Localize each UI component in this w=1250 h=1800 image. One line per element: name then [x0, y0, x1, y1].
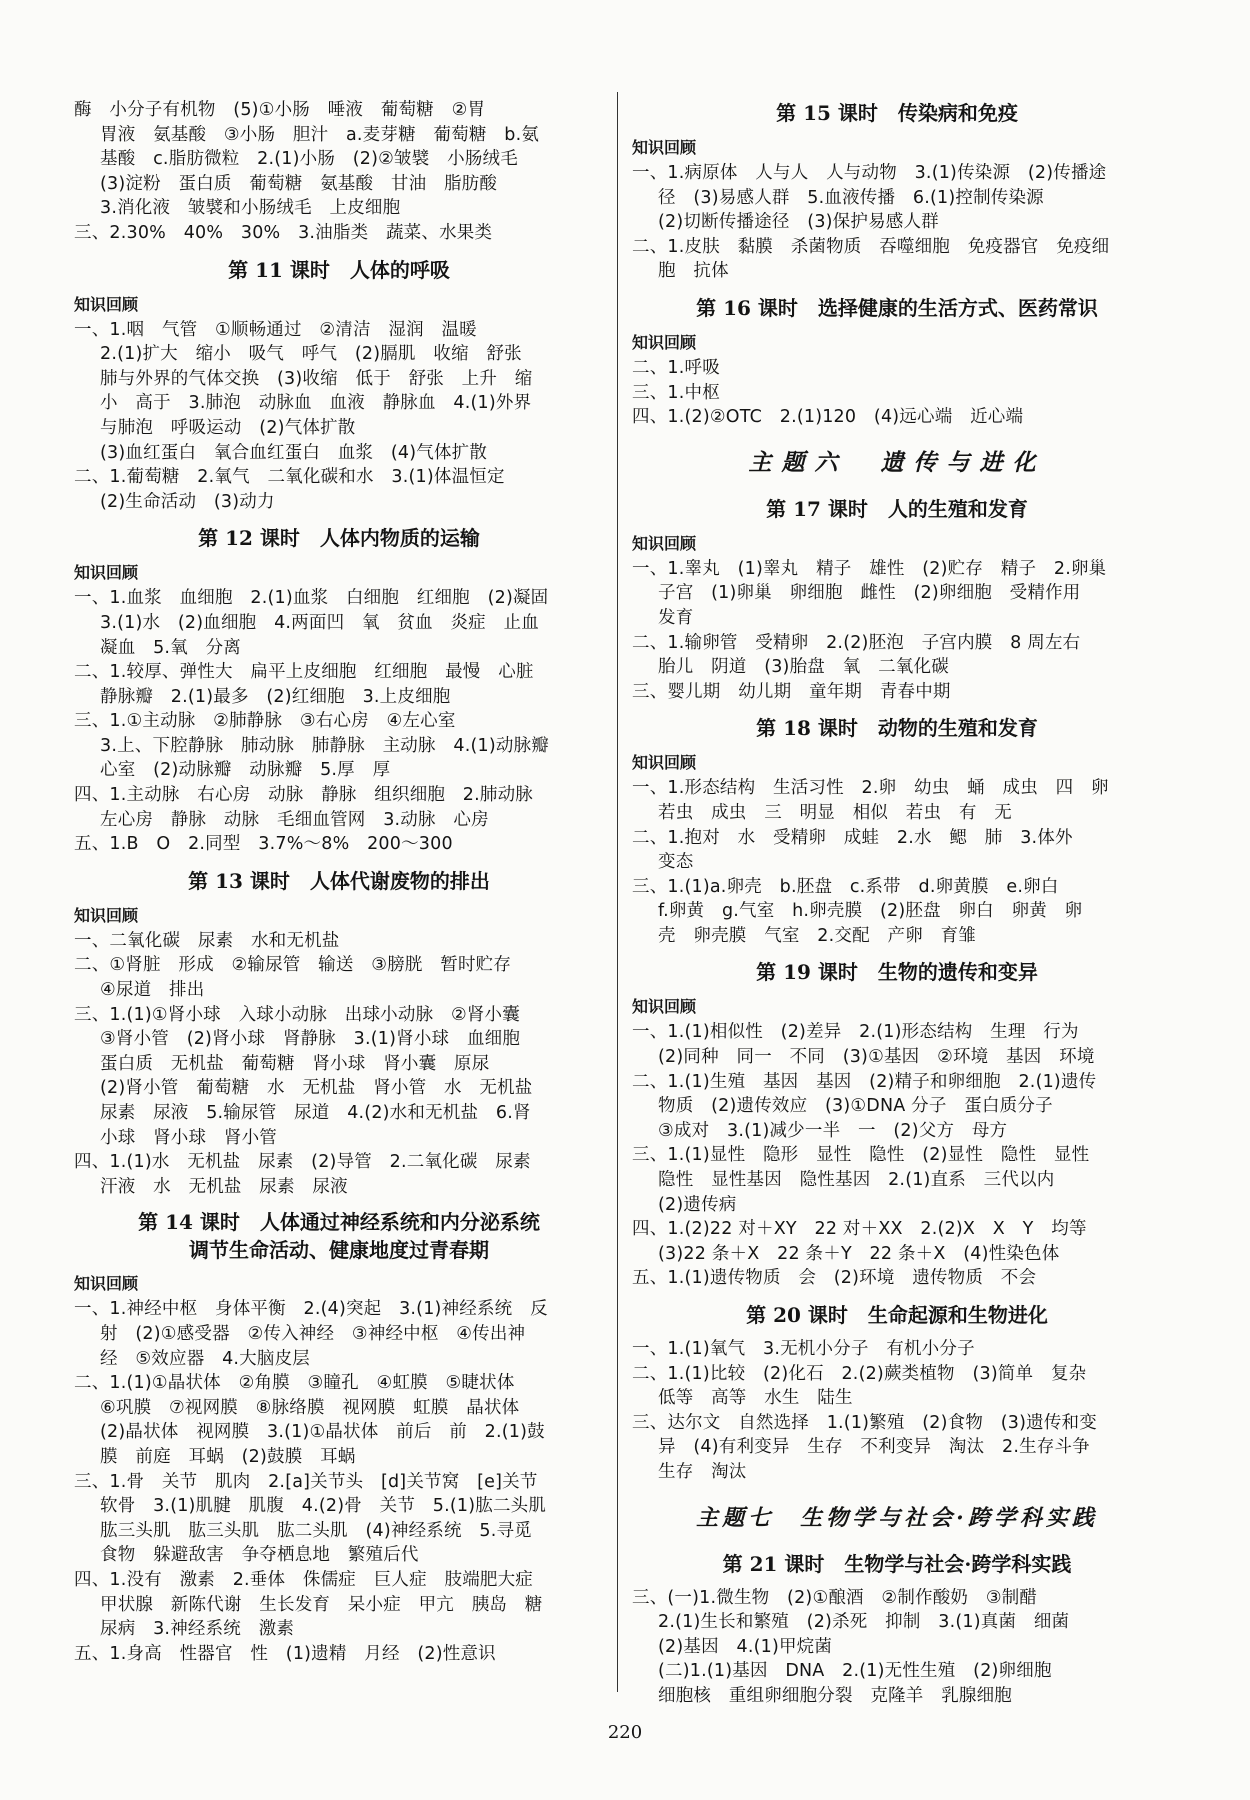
- answer-line: 低等 高等 水生 陆生: [658, 1388, 853, 1409]
- section-label: 知识回顾: [632, 138, 697, 157]
- lesson-14-answers: [74, 1297, 604, 1666]
- section-label: 知识回顾: [632, 533, 697, 553]
- answer-line: 一、1.形态结构 生活习性 2.卵 幼虫 蛹 成虫 四 卵: [632, 778, 1109, 799]
- answer-line: 一、1.咽 气管 ①顺畅通过 ②清洁 湿润 温暖: [74, 319, 477, 340]
- answer-line: 物质 (2)遗传效应 (3)①DNA 分子 蛋白质分子: [658, 1096, 1053, 1117]
- answer-line: 四、1.没有 激素 2.垂体 侏儒症 巨人症 肢端肥大症: [74, 1569, 533, 1590]
- answer-line: ⑥巩膜 ⑦视网膜 ⑧脉络膜 视网膜 虹膜 晶状体: [100, 1397, 520, 1418]
- answer-line: 射 (2)①感受器 ②传入神经 ③神经中枢 ④传出神: [100, 1323, 526, 1344]
- answer-line: 细胞核 重组卵细胞分裂 克隆羊 乳腺细胞: [658, 1685, 1012, 1706]
- answer-line: 三、2.30% 40% 30% 3.油脂类 蔬菜、水果类: [74, 222, 493, 243]
- answer-line: 三、1.(1)显性 隐形 显性 隐性 (2)显性 隐性 显性: [632, 1145, 1090, 1166]
- answer-line: 异 (4)有利变异 生存 不利变异 淘汰 2.生存斗争: [658, 1437, 1090, 1458]
- answer-line: 肺与外界的气体交换 (3)收缩 低于 舒张 上升 缩: [100, 368, 533, 389]
- answer-line: 二、1.较厚、弹性大 扁平上皮细胞 红细胞 最慢 心脏: [74, 662, 534, 683]
- answer-line: 二、1.(1)比较 (2)化石 2.(2)蕨类植物 (3)简单 复杂: [632, 1363, 1087, 1384]
- answer-line: 胎儿 阴道 (3)胎盘 氧 二氧化碳: [658, 657, 949, 678]
- answer-line: 胃液 氨基酸 ③小肠 胆汁 a.麦芽糖 葡萄糖 b.氨: [100, 124, 540, 145]
- lesson-15-title: 第 15 课时 传染病和免疫: [776, 101, 1018, 125]
- section-label: 知识回顾: [74, 563, 139, 583]
- answer-line: 一、1.(1)氧气 3.无机小分子 有机小分子: [632, 1339, 975, 1359]
- answer-line: 若虫 成虫 三 明显 相似 若虫 有 无: [658, 802, 1012, 823]
- lesson-14-title-line1: 第 14 课时 人体通过神经系统和内分泌系统: [138, 1210, 540, 1235]
- answer-line: 基酸 c.脂肪微粒 2.(1)小肠 (2)②皱襞 小肠绒毛: [100, 149, 518, 170]
- answer-line: (2)肾小管 葡萄糖 水 无机盐 肾小管 水 无机盐: [100, 1078, 533, 1099]
- answer-line: 食物 躲避敌害 争夺栖息地 繁殖后代: [100, 1545, 419, 1566]
- lesson-16-answers: [632, 356, 1162, 430]
- answer-line: 五、1.B O 2.同型 3.7%～8% 200～300: [74, 834, 453, 855]
- answer-line: 发育: [658, 607, 694, 628]
- lesson-13-answers: [74, 929, 604, 1200]
- answer-line: 3.消化液 皱襞和小肠绒毛 上皮细胞: [100, 198, 401, 219]
- lesson-18-title: 第 18 课时 动物的生殖和发育: [756, 716, 1038, 741]
- answer-line: 二、①肾脏 形成 ②输尿管 输送 ③膀胱 暂时贮存: [74, 955, 512, 976]
- lesson-16-title: 第 16 课时 选择健康的生活方式、医药常识: [696, 295, 1098, 320]
- section-label: 知识回顾: [632, 753, 697, 773]
- section-label: 知识回顾: [632, 332, 697, 352]
- answer-line: 三、(一)1.微生物 (2)①酿酒 ②制作酸奶 ③制醋: [632, 1587, 1038, 1608]
- section-label: 知识回顾: [74, 294, 139, 314]
- lesson-18-answers: [632, 776, 1162, 948]
- answer-line: 径 (3)易感人群 5.血液传播 6.(1)控制传染源: [658, 187, 1044, 208]
- answer-line: 四、1.(2)②OTC 2.(1)120 (4)远心端 近心端: [632, 407, 1024, 428]
- answer-line: (2)基因 4.(1)甲烷菌: [658, 1636, 833, 1657]
- answer-line: 小球 肾小球 肾小管: [100, 1127, 277, 1148]
- theme-6-heading: 主题六 遗传与进化: [748, 448, 1046, 476]
- answer-line: (2)生命活动 (3)动力: [100, 491, 275, 512]
- answer-line: 三、1.中枢: [632, 382, 720, 403]
- answer-line: 肱三头肌 肱三头肌 肱二头肌 (4)神经系统 5.寻觅: [100, 1520, 532, 1541]
- answer-line: ④尿道 排出: [100, 980, 205, 1001]
- lesson-17-answers: [632, 557, 1162, 705]
- answer-line: 甲状腺 新陈代谢 生长发育 呆小症 甲亢 胰岛 糖: [100, 1594, 543, 1615]
- answer-line: 子宫 (1)卵巢 卵细胞 雌性 (2)卵细胞 受精作用: [658, 583, 1081, 604]
- lesson-15-answers: [632, 161, 1162, 284]
- answer-line: 一、1.血浆 血细胞 2.(1)血浆 白细胞 红细胞 (2)凝固: [74, 588, 549, 609]
- answer-line: 二、1.抱对 水 受精卵 成蛙 2.水 鳃 肺 3.体外: [632, 827, 1073, 848]
- answer-line: 一、1.神经中枢 身体平衡 2.(4)突起 3.(1)神经系统 反: [74, 1299, 548, 1320]
- answer-line: f.卵黄 g.气室 h.卵壳膜 (2)胚盘 卵白 卵黄 卵: [658, 901, 1083, 922]
- answer-line: 三、1.(1)①肾小球 入球小动脉 出球小动脉 ②肾小囊: [74, 1004, 520, 1025]
- section-label: 知识回顾: [632, 997, 697, 1017]
- answer-line: 四、1.主动脉 右心房 动脉 静脉 组织细胞 2.肺动脉: [74, 785, 533, 806]
- lesson-11-answers: [74, 318, 604, 515]
- answer-line: (2)切断传播途径 (3)保护易感人群: [658, 212, 939, 233]
- answer-line: 二、1.葡萄糖 2.氧气 二氧化碳和水 3.(1)体温恒定: [74, 467, 505, 488]
- answer-line: 隐性 显性基因 隐性基因 2.(1)直系 三代以内: [658, 1170, 1055, 1191]
- answer-line: 汗液 水 无机盐 尿素 尿液: [100, 1176, 348, 1197]
- answer-line: 五、1.(1)遗传物质 会 (2)环境 遗传物质 不会: [632, 1268, 1037, 1289]
- answer-line: (3)淀粉 蛋白质 葡萄糖 氨基酸 甘油 脂肪酸: [100, 173, 498, 194]
- answer-line: (3)血红蛋白 氧合血红蛋白 血浆 (4)气体扩散: [100, 442, 488, 463]
- answer-line: ③成对 3.(1)减少一半 一 (2)父方 母方: [658, 1120, 1008, 1141]
- left-column: [74, 98, 604, 1666]
- answer-line: 静脉瓣 2.(1)最多 (2)红细胞 3.上皮细胞: [100, 686, 451, 707]
- answer-line: 软骨 3.(1)肌腱 肌腹 4.(2)骨 关节 5.(1)肱二头肌: [100, 1496, 547, 1517]
- section-label: 知识回顾: [74, 1274, 139, 1294]
- lesson-14-title: [74, 1208, 604, 1264]
- lesson-12-title: 第 12 课时 人体内物质的运输: [198, 526, 480, 551]
- lesson-19-answers: [632, 1020, 1162, 1291]
- answer-line: 小 高于 3.肺泡 动脉血 血液 静脉血 4.(1)外界: [100, 393, 532, 414]
- answer-line: 二、1.皮肤 黏膜 杀菌物质 吞噬细胞 免疫器官 免疫细: [632, 236, 1110, 257]
- answer-line: ③肾小管 (2)肾小球 肾静脉 3.(1)肾小球 血细胞: [100, 1029, 521, 1050]
- answer-line: 三、达尔文 自然选择 1.(1)繁殖 (2)食物 (3)遗传和变: [632, 1412, 1097, 1433]
- lesson-14-title-line2: 调节生命活动、健康地度过青春期: [189, 1238, 489, 1263]
- right-column: [632, 98, 1162, 1709]
- lesson-20-answers: [632, 1337, 1162, 1485]
- answer-line: 三、1.①主动脉 ②肺静脉 ③右心房 ④左心室: [74, 711, 456, 732]
- answer-line: 尿素 尿液 5.输尿管 尿道 4.(2)水和无机盐 6.肾: [100, 1103, 531, 1123]
- answer-line: 二、1.(1)①晶状体 ②角膜 ③瞳孔 ④虹膜 ⑤睫状体: [74, 1373, 515, 1394]
- answer-line: 一、1.(1)相似性 (2)差异 2.(1)形态结构 生理 行为: [632, 1022, 1079, 1043]
- intro-block: [74, 98, 604, 246]
- answer-line: 与肺泡 呼吸运动 (2)气体扩散: [100, 417, 356, 438]
- answer-line: 3.上、下腔静脉 肺动脉 肺静脉 主动脉 4.(1)动脉瓣: [100, 735, 549, 756]
- answer-line: 五、1.身高 性器官 性 (1)遗精 月经 (2)性意识: [74, 1643, 496, 1664]
- lesson-12-answers: [74, 586, 604, 857]
- answer-line: 蛋白质 无机盐 葡萄糖 肾小球 肾小囊 原尿: [100, 1053, 490, 1074]
- column-divider: [617, 92, 618, 1692]
- answer-line: 膜 前庭 耳蜗 (2)鼓膜 耳蜗: [100, 1446, 356, 1467]
- answer-line: 变态: [658, 852, 694, 873]
- answer-line: 胞 抗体: [658, 261, 729, 282]
- answer-line: 酶 小分子有机物 (5)①小肠 唾液 葡萄糖 ②胃: [74, 100, 486, 120]
- answer-line: 2.(1)生长和繁殖 (2)杀死 抑制 3.(1)真菌 细菌: [658, 1612, 1070, 1633]
- lesson-20-title: 第 20 课时 生命起源和生物进化: [746, 1303, 1048, 1327]
- answer-line: 一、1.睾丸 (1)睾丸 精子 雄性 (2)贮存 精子 2.卵巢: [632, 558, 1107, 579]
- answer-line: (2)晶状体 视网膜 3.(1)①晶状体 前后 前 2.(1)鼓: [100, 1422, 545, 1443]
- answer-line: 2.(1)扩大 缩小 吸气 呼气 (2)膈肌 收缩 舒张: [100, 344, 522, 365]
- answer-line: 二、1.(1)生殖 基因 基因 (2)精子和卵细胞 2.(1)遗传: [632, 1071, 1097, 1092]
- answer-line: 一、1.病原体 人与人 人与动物 3.(1)传染源 (2)传播途: [632, 163, 1107, 183]
- answer-line: 凝血 5.氧 分离: [100, 637, 241, 658]
- answer-line: 壳 卵壳膜 气室 2.交配 产卵 育雏: [658, 925, 976, 946]
- lesson-21-title: 第 21 课时 生物学与社会·跨学科实践: [722, 1551, 1072, 1576]
- answer-line: (3)22 条＋X 22 条＋Y 22 条＋X (4)性染色体: [658, 1243, 1060, 1264]
- answer-line: 经 ⑤效应器 4.大脑皮层: [100, 1348, 310, 1369]
- answer-line: (2)遗传病: [658, 1194, 737, 1215]
- lesson-13-title: 第 13 课时 人体代谢废物的排出: [188, 868, 490, 893]
- answer-line: 四、1.(1)水 无机盐 尿素 (2)导管 2.二氧化碳 尿素: [74, 1152, 531, 1173]
- answer-line: 三、1.(1)a.卵壳 b.胚盘 c.系带 d.卵黄膜 e.卵白: [632, 876, 1059, 897]
- answer-line: 心室 (2)动脉瓣 动脉瓣 5.厚 厚: [100, 760, 391, 781]
- page-number: 220: [607, 1722, 643, 1743]
- answer-line: 四、1.(2)22 对＋XY 22 对＋XX 2.(2)X X Y 均等: [632, 1219, 1087, 1240]
- answer-line: 三、1.骨 关节 肌肉 2.[a]关节头 [d]关节窝 [e]关节: [74, 1471, 538, 1492]
- lesson-17-title: 第 17 课时 人的生殖和发育: [766, 496, 1028, 521]
- lesson-21-answers: [632, 1586, 1162, 1709]
- answer-line: 尿病 3.神经系统 激素: [100, 1619, 295, 1640]
- lesson-11-title: 第 11 课时 人体的呼吸: [228, 257, 450, 282]
- answer-line: 三、婴儿期 幼儿期 童年期 青春中期: [632, 681, 951, 702]
- answer-line: 二、1.输卵管 受精卵 2.(2)胚泡 子宫内膜 8 周左右: [632, 632, 1081, 653]
- section-label: 知识回顾: [74, 905, 139, 925]
- answer-line: (2)同种 同一 不同 (3)①基因 ②环境 基因 环境: [658, 1047, 1095, 1068]
- lesson-19-title: 第 19 课时 生物的遗传和变异: [756, 960, 1038, 985]
- answer-line: 左心房 静脉 动脉 毛细血管网 3.动脉 心房: [100, 809, 489, 830]
- answer-line: 一、二氧化碳 尿素 水和无机盐: [74, 930, 340, 951]
- answer-line: 生存 淘汰: [658, 1461, 747, 1482]
- theme-7-heading: 主题七 生物学与社会·跨学科实践: [696, 1504, 1098, 1531]
- answer-line: 3.(1)水 (2)血细胞 4.两面凹 氧 贫血 炎症 止血: [100, 612, 539, 633]
- answer-line: 二、1.呼吸: [632, 357, 720, 378]
- answer-line: (二)1.(1)基因 DNA 2.(1)无性生殖 (2)卵细胞: [658, 1661, 1052, 1682]
